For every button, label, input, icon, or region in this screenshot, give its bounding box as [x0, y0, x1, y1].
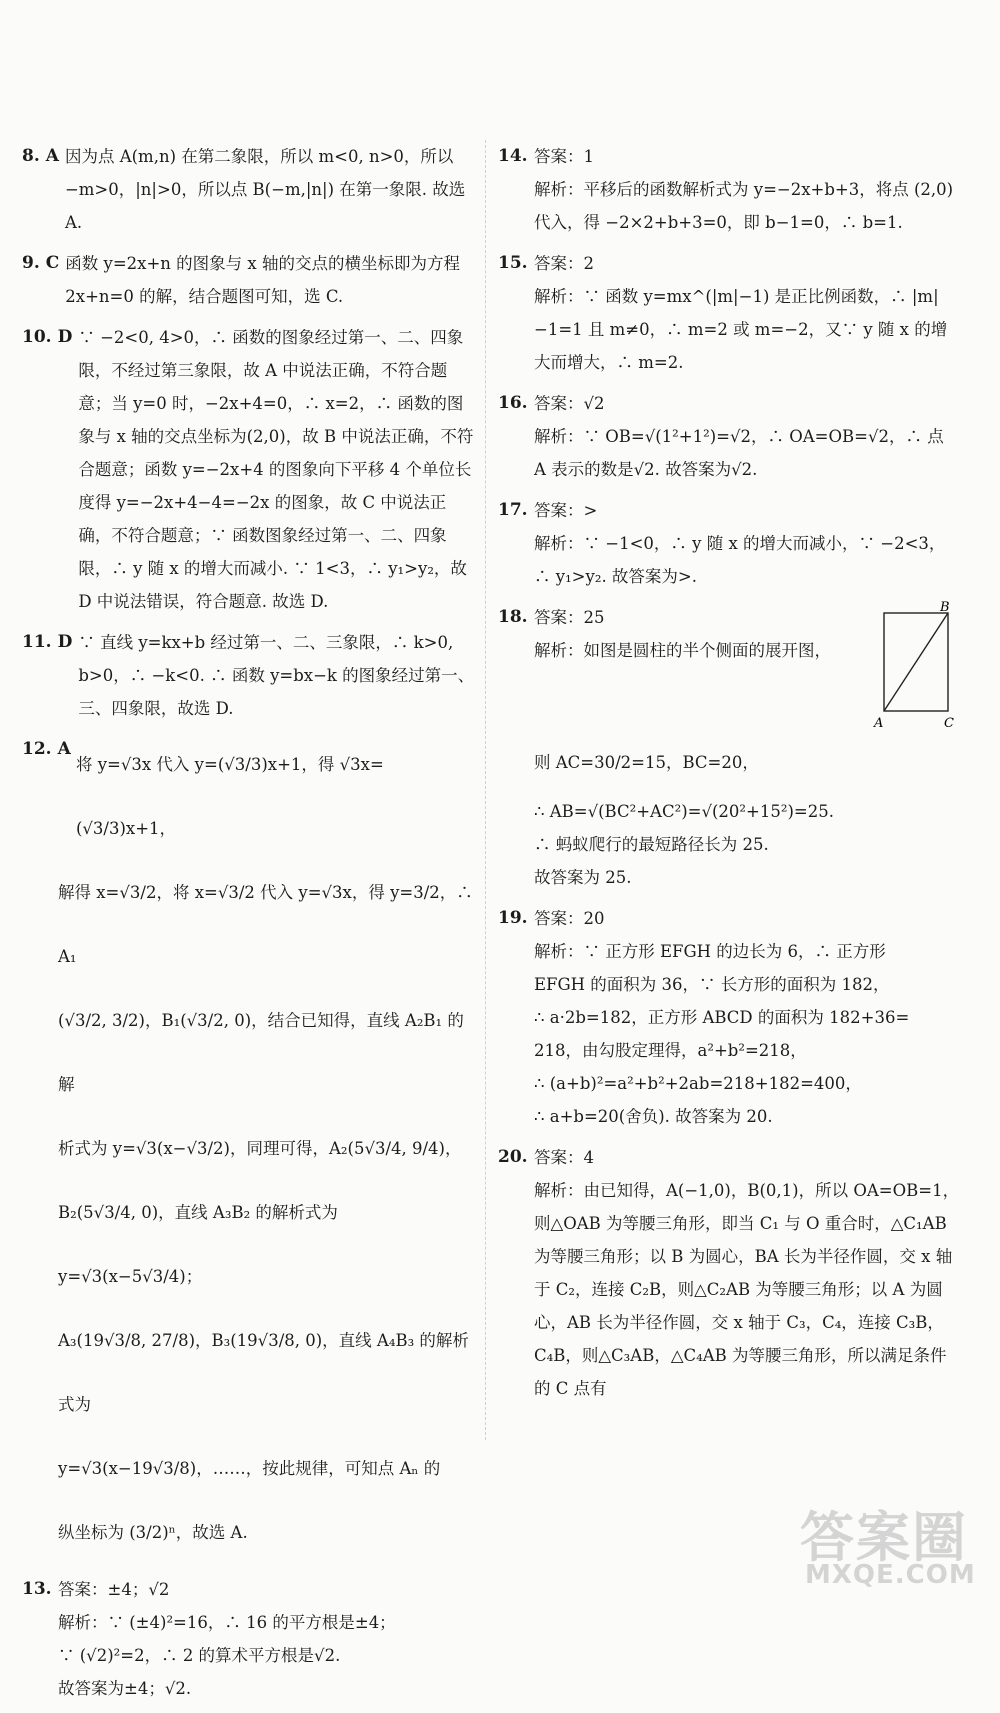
- choice-answer: C: [45, 253, 60, 273]
- answer-line: 答案：4: [534, 1148, 594, 1167]
- solution-line: 将 y=√3x 代入 y=(√3/3)x+1，得 √3x=(√3/3)x+1，: [75, 755, 384, 838]
- label-b: B: [940, 601, 950, 615]
- question-14: [498, 140, 960, 239]
- question-number: 10.: [22, 327, 52, 347]
- question-number: 16.: [498, 393, 528, 413]
- solution-text: ∵ 直线 y=kx+b 经过第一、二、三象限，∴ k>0, b>0，∴ −k<0. ∴ 函数 y=bx−k 的图象经过第一、三、四象限，故选 D.: [78, 633, 475, 718]
- answer-line: 答案：1: [534, 147, 594, 166]
- solution-line: 解析：∵ (±4)²=16，∴ 16 的平方根是±4；: [58, 1613, 396, 1632]
- question-number: 13.: [22, 1579, 52, 1599]
- choice-answer: A: [45, 146, 59, 166]
- solution-line: EFGH 的面积为 36，∵ 长方形的面积为 182，: [534, 975, 890, 994]
- solution-text: 解析：∵ 函数 y=mx^(|m|−1) 是正比例函数，∴ |m|−1=1 且 m≠0，∴ m=2 或 m=−2，又∵ y 随 x 的增大而增大，∴ m=2.: [534, 287, 948, 372]
- question-number: 18.: [498, 607, 528, 627]
- question-number: 8.: [22, 146, 40, 166]
- solution-text: 解析：平移后的函数解析式为 y=−2x+b+3，将点 (2,0) 代入，得 −2×2+b+3=0，即 b−1=0，∴ b=1.: [534, 180, 954, 232]
- solution-text: ∵ −2<0, 4>0，∴ 函数的图象经过第一、二、四象限，不经过第三象限，故 A 中说法正确，不符合题意；当 y=0 时，−2x+4=0，∴ x=2，∴ 函数的图象与 x 轴的交点坐标为(2,0)，故 B 中说法正确，不符合题意；函数 y=−2x+4 的图象向下平移 4 个单位长度得 y=−2x+4−4=−2x 的图象，故 C 中说法正确，不符合题意；∵ 函数图象经过第一、二、四象限，∴ y 随 x 的增大而减小. ∵ 1<3，∴ y₁>y₂，故 D 中说法错误，符合题意. 故选 D.: [78, 328, 474, 611]
- solution-text: 解析：由已知得，A(−1,0)，B(0,1)，所以 OA=OB=1，则△OAB 为等腰三角形，即当 C₁ 与 O 重合时，△C₁AB 为等腰三角形；以 B 为圆心，BA 长为半径作圆，交 x 轴于 C₂，连接 C₂B，则△C₂AB 为等腰三角形；以 A 为圆心，AB 长为半径作圆，交 x 轴于 C₃，C₄，连接 C₃B，C₄B，则△C₃AB，△C₄AB 为等腰三角形，所以满足条件的 C 点有: [534, 1181, 960, 1398]
- answer-line: 答案：2: [534, 254, 594, 273]
- question-number: 11.: [22, 632, 52, 652]
- question-number: 14.: [498, 146, 528, 166]
- column-divider: [485, 140, 486, 1440]
- solution-line: 则 AC=30/2=15，BC=20，: [534, 753, 759, 772]
- solution-line: 故答案为 25.: [534, 868, 632, 887]
- solution-line: 218，由勾股定理得，a²+b²=218，: [534, 1041, 807, 1060]
- solution-line: B₂(5√3/4, 0)，直线 A₃B₂ 的解析式为 y=√3(x−5√3/4)；: [58, 1203, 338, 1286]
- question-15: [498, 247, 960, 379]
- solution-line: A₃(19√3/8, 27/8)，B₃(19√3/8, 0)，直线 A₄B₃ 的解析式为: [58, 1331, 469, 1414]
- solution-line: y=√3(x−19√3/8)，……，按此规律，可知点 Aₙ 的: [58, 1459, 441, 1478]
- cylinder-unfold-figure: [870, 601, 960, 731]
- question-13: [22, 1573, 477, 1705]
- solution-text: 函数 y=2x+n 的图象与 x 轴的交点的横坐标即为方程 2x+n=0 的解，结合题图可知，选 C.: [65, 254, 460, 306]
- watermark-url: MXQE.COM: [805, 1560, 976, 1590]
- question-number: 20.: [498, 1147, 528, 1167]
- solution-line: ∵ (√2)²=2，∴ 2 的算术平方根是√2.: [58, 1646, 341, 1665]
- solution-line: 故答案为±4；√2.: [58, 1679, 192, 1698]
- solution-text: 解析：如图是圆柱的半个侧面的展开图，: [534, 641, 831, 660]
- solution-line: 解析：∵ 正方形 EFGH 的边长为 6，∴ 正方形: [534, 942, 886, 961]
- question-9: [22, 247, 477, 313]
- answer-line: 答案：20: [534, 909, 605, 928]
- question-19: [498, 902, 960, 1133]
- right-column: [498, 140, 960, 1413]
- solution-line: (√3/2, 3/2)，B₁(√3/2, 0)，结合已知得，直线 A₂B₁ 的解: [58, 1011, 464, 1094]
- question-number: 15.: [498, 253, 528, 273]
- solution-line: ∴ 蚂蚁爬行的最短路径长为 25.: [534, 835, 769, 854]
- solution-line: 解得 x=√3/2，将 x=√3/2 代入 y=√3x，得 y=3/2，∴ A₁: [58, 883, 473, 966]
- question-number: 19.: [498, 908, 528, 928]
- solution-line: 纵坐标为 (3/2)ⁿ，故选 A.: [58, 1523, 248, 1542]
- question-16: [498, 387, 960, 486]
- choice-answer: D: [57, 327, 73, 347]
- question-12: [22, 733, 477, 1565]
- question-20: [498, 1141, 960, 1405]
- solution-line: ∴ (a+b)²=a²+b²+2ab=218+182=400，: [534, 1074, 862, 1093]
- question-18: [498, 601, 960, 894]
- question-17: [498, 494, 960, 593]
- label-c: C: [944, 716, 954, 731]
- question-8: [22, 140, 477, 239]
- solution-line: 析式为 y=√3(x−√3/2)，同理可得，A₂(5√3/4, 9/4)，: [58, 1139, 462, 1158]
- question-number: 17.: [498, 500, 528, 520]
- watermark-logo-text: 答案圈: [800, 1506, 968, 1569]
- question-number: 12.: [22, 739, 52, 759]
- left-column: [22, 140, 477, 1713]
- answer-line: 答案：√2: [534, 394, 605, 413]
- question-number: 9.: [22, 253, 40, 273]
- solution-line: ∴ AB=√(BC²+AC²)=√(20²+15²)=25.: [534, 802, 834, 821]
- choice-answer: D: [57, 632, 73, 652]
- answer-line: 答案：25: [534, 608, 605, 627]
- answer-line: 答案：>: [534, 501, 598, 520]
- solution-text: 解析：∵ −1<0，∴ y 随 x 的增大而减小，∵ −2<3，∴ y₁>y₂. 故答案为>.: [534, 534, 946, 586]
- solution-line: ∴ a+b=20(舍负). 故答案为 20.: [534, 1107, 773, 1126]
- diagonal-ab: [884, 613, 948, 711]
- solution-line: ∴ a·2b=182，正方形 ABCD 的面积为 182+36=: [534, 1008, 910, 1027]
- label-a: A: [874, 716, 884, 731]
- question-11: [22, 626, 477, 725]
- solution-text: 因为点 A(m,n) 在第二象限，所以 m<0, n>0，所以−m>0，|n|>0，所以点 B(−m,|n|) 在第一象限. 故选 A.: [64, 147, 466, 232]
- choice-answer: A: [57, 739, 71, 759]
- solution-text: 解析：∵ OB=√(1²+1²)=√2，∴ OA=OB=√2，∴ 点 A 表示的数是√2. 故答案为√2.: [534, 427, 944, 479]
- answer-line: 答案：±4；√2: [58, 1580, 170, 1599]
- question-10: [22, 321, 477, 618]
